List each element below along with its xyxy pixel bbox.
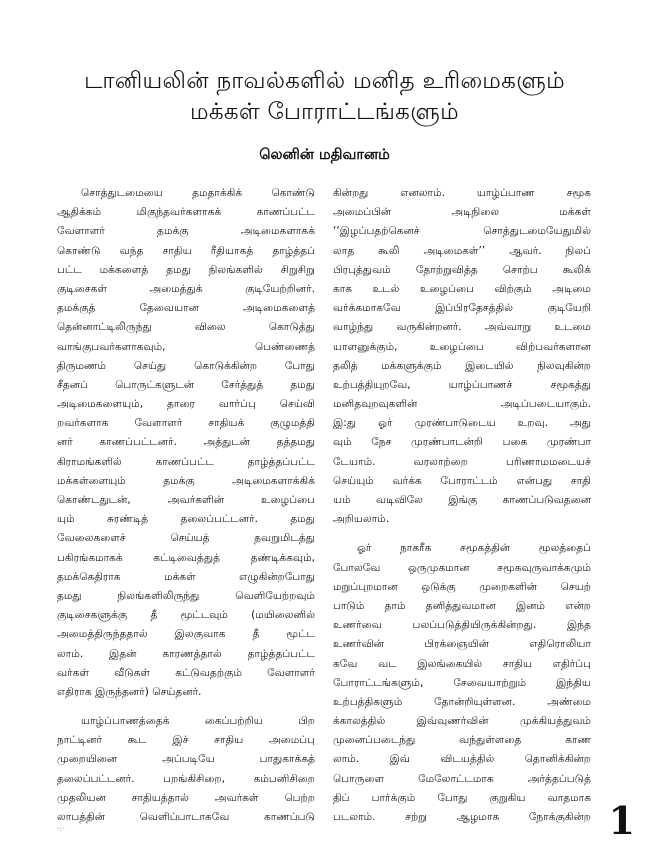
text-line: க்காலத்தில் இவ்வுணர்வின் முக்கியத்துவம் [333, 715, 591, 728]
text-line: தென்னாட்டிலிருந்து விலை கொடுத்து [57, 321, 315, 334]
page-number: 1 [608, 798, 635, 843]
text-line: டேயாம். வரலாற்றை பரிணாமமடையச் [333, 455, 591, 468]
text-line: குடிசைகளுக்கு தீ மூட்டவும் (மயிலைனில் [57, 609, 315, 622]
text-line: மக்கள்ளையும் தமக்கு அடிமைகளாக்கிக் [57, 474, 315, 487]
text-line: வேளாளர் தமக்கு அடிமைகளாகக் [57, 225, 315, 238]
text-line: குடிசைகள் அமைத்துக் குடியேற்றினர். [57, 282, 315, 295]
text-line: வேலைகளைச் செய்யத் தவறுமிடத்து [57, 532, 315, 545]
text-line: யாழ்ப்பாணத்தைக் கைப்பற்றிய பிற [81, 715, 315, 728]
text-line: தலைப்பட்டனர். பறங்கிசிறை, கம்பனிசிறை [57, 772, 315, 785]
text-line: பகிரங்கமாகக் கட்டிவைத்துத் தண்டிக்கவும், [57, 551, 315, 564]
text-line: முனைப்படைந்து வந்துள்ளதை காண [333, 734, 591, 747]
right-column [333, 184, 591, 837]
text-line: றவர்களாக வேளாளர் சாதியக் குழுமத்தி [57, 417, 315, 430]
left-column [57, 184, 315, 837]
paragraph [57, 184, 315, 702]
text-line: ஆதிக்கம் மிகுந்தவர்களாகக் காணப்பட்ட [57, 206, 315, 219]
paragraph [57, 712, 315, 827]
text-line: நாட்டினர் கூட இச் சாதிய அமைப்பு [57, 734, 315, 747]
text-line: திருமணம் செய்து கொடுக்கின்ற போது [57, 359, 315, 372]
title-line-1: டானியலின் நாவல்களில் மனித உரிமைகளும் [84, 68, 565, 94]
text-line: உற்பத்திகளும் தோன்றியுள்ளன. அண்மை [333, 695, 591, 708]
text-line: வாழ்ந்து வருகின்றனர். அவ்வாறு உடமை [333, 321, 591, 334]
text-line: உணர்வின் பிரக்ஞையின் எதிரொலியா [333, 638, 591, 651]
text-line: கொண்டதுடன், அவர்களின் உழைப்பை [57, 494, 315, 506]
text-line: தமக்குத் தேவையான அடிமைகளைத் [57, 302, 315, 315]
text-line: செய்யும் வர்க்க போராட்டம் என்பது சாதி [333, 474, 591, 487]
text-line: ‘‘இழப்பதற்கெனச் சொத்துடமையேதுமில் [333, 225, 591, 238]
text-line: திப் பார்க்கும் போது குறுகிய வாதமாக [333, 791, 591, 804]
text-line: கொண்டு வந்த சாதிய ரீதியாகத் தாழ்த்தப் [57, 244, 315, 257]
text-line: சீதனப் பொருட்களுடன் சேர்த்துத் தமது [57, 378, 315, 391]
paragraph [333, 539, 591, 827]
text-line: வர்க்கமாகவே இப்பிரதேசத்தில் குடியேறி [333, 302, 591, 315]
text-line: பொருளை மேலோட்டமாக அர்த்தப்படுத் [333, 772, 591, 785]
text-line: போலவே ஒருமுகமான சமூகவுருவாக்கமும் [333, 561, 591, 574]
text-line: பிரபுத்துவம் தோற்றுவித்த சொற்ப கூலிக் [333, 263, 591, 276]
text-line: தமக்கெதிராக மக்கள் எழுகின்றபோது [57, 570, 315, 583]
text-line: எதிராக இருந்தனர்) செய்தனர். [57, 685, 202, 698]
text-line: தமது நிலங்களிலிருந்து வெளியேற்றவும் [57, 589, 315, 602]
title-line-2: மக்கள் போராட்டங்களும் [190, 99, 459, 125]
text-line: யம் வடிவிலே இங்கு காணப்படுவதனை [333, 494, 591, 506]
text-line: அறியலாம். [333, 513, 390, 526]
text-line: முதலியன சாதியத்தால் அவர்கள் பெற்ற [57, 791, 315, 804]
text-line: னர் காணப்பட்டனர். அத்துடன் தத்தமது [57, 436, 315, 449]
text-line: சொத்துடமையை தமதாக்கிக் கொண்டு [81, 187, 315, 199]
text-line: வர்கள் வீடுகள் கட்டுவதற்கும் வேளாளர் [57, 666, 315, 679]
paragraph [333, 184, 591, 529]
cutoff-text-fragment: ·:· [57, 826, 66, 833]
author-name: லெனின் மதிவானம் [259, 147, 390, 163]
text-line: கவே வட இலங்கையில் சாதிய எதிர்ப்பு [333, 657, 591, 670]
text-line: லாபத்தின் வெளிப்பாடாகவே காணப்படு [57, 811, 315, 823]
text-line: லாம். இதன் காரணத்தால் தாழ்த்தப்பட்ட [57, 647, 315, 660]
text-line: ஓர் நாகரீக சமூகத்தின் மூலத்தைப் [357, 542, 591, 555]
text-line: படலாம். சற்று ஆழமாக நோக்குகின்ற [333, 811, 591, 823]
text-line: அமைப்பின் அடிநிலை மக்கள் [333, 206, 591, 219]
text-line: பாடும் தாம் தனித்துவமான இனம் என்ற [333, 599, 591, 612]
text-line: மனிதவுறவுகளின் அடிப்படையாகும். [333, 398, 591, 411]
text-line: இ:து ஓர் முரண்பாடுடைய உறவு. அது [333, 417, 591, 430]
text-line: கின்றது எனலாம். யாழ்ப்பாண சமூக [333, 187, 591, 199]
text-line: வும் நேச முரண்பாடன்றி பகை முரண்பா [333, 436, 591, 449]
text-line: மறுப்புறமான ஒடுக்கு முறைகளின் செயற் [333, 580, 591, 593]
text-line: வாங்குபவர்களாகவும், பெண்ணைத் [57, 340, 315, 353]
text-line: முறையினை அப்படியே பாதுகாக்கத் [57, 753, 315, 766]
text-line: கிராமங்களில் காணப்பட்ட தாழ்த்தப்பட்ட [57, 455, 315, 468]
text-line: அடிமைகளையும், தாரை வார்ப்பு செய்வி [57, 398, 315, 411]
text-line: போராட்டங்களும், சேவையாற்றும் இந்திய [333, 676, 591, 689]
text-line: தலித் மக்களுக்கும் இடையில் நிலவுகின்ற [333, 359, 591, 372]
text-line: உணர்வை பலப்படுத்தியிருக்கின்றது. இந்த [333, 619, 591, 632]
text-line: உற்பத்தியுறவே, யாழ்ப்பாணச் சமூகத்து [333, 378, 591, 391]
text-line: லாத கூலி அடிமைகள்’’ ஆவர். நிலப் [333, 244, 591, 257]
text-line: யும் சுரண்டித் தலைப்பட்டனர். தமது [57, 513, 315, 526]
text-line: யாளனுக்கும், உழைப்பை விற்பவர்களான [333, 340, 591, 353]
text-line: பட்ட மக்களைத் தமது நிலங்களில் சிறுசிறு [57, 263, 315, 276]
text-line: அமைத்திருந்ததால் இலகுவாக தீ மூட்ட [57, 628, 315, 641]
text-line: லாம். இவ் விடயத்தில் தொனிக்கின்ற [333, 753, 591, 766]
text-line: காக உடல் உழைப்பை விற்கும் அடிமை [333, 282, 591, 295]
article-title [40, 66, 609, 128]
